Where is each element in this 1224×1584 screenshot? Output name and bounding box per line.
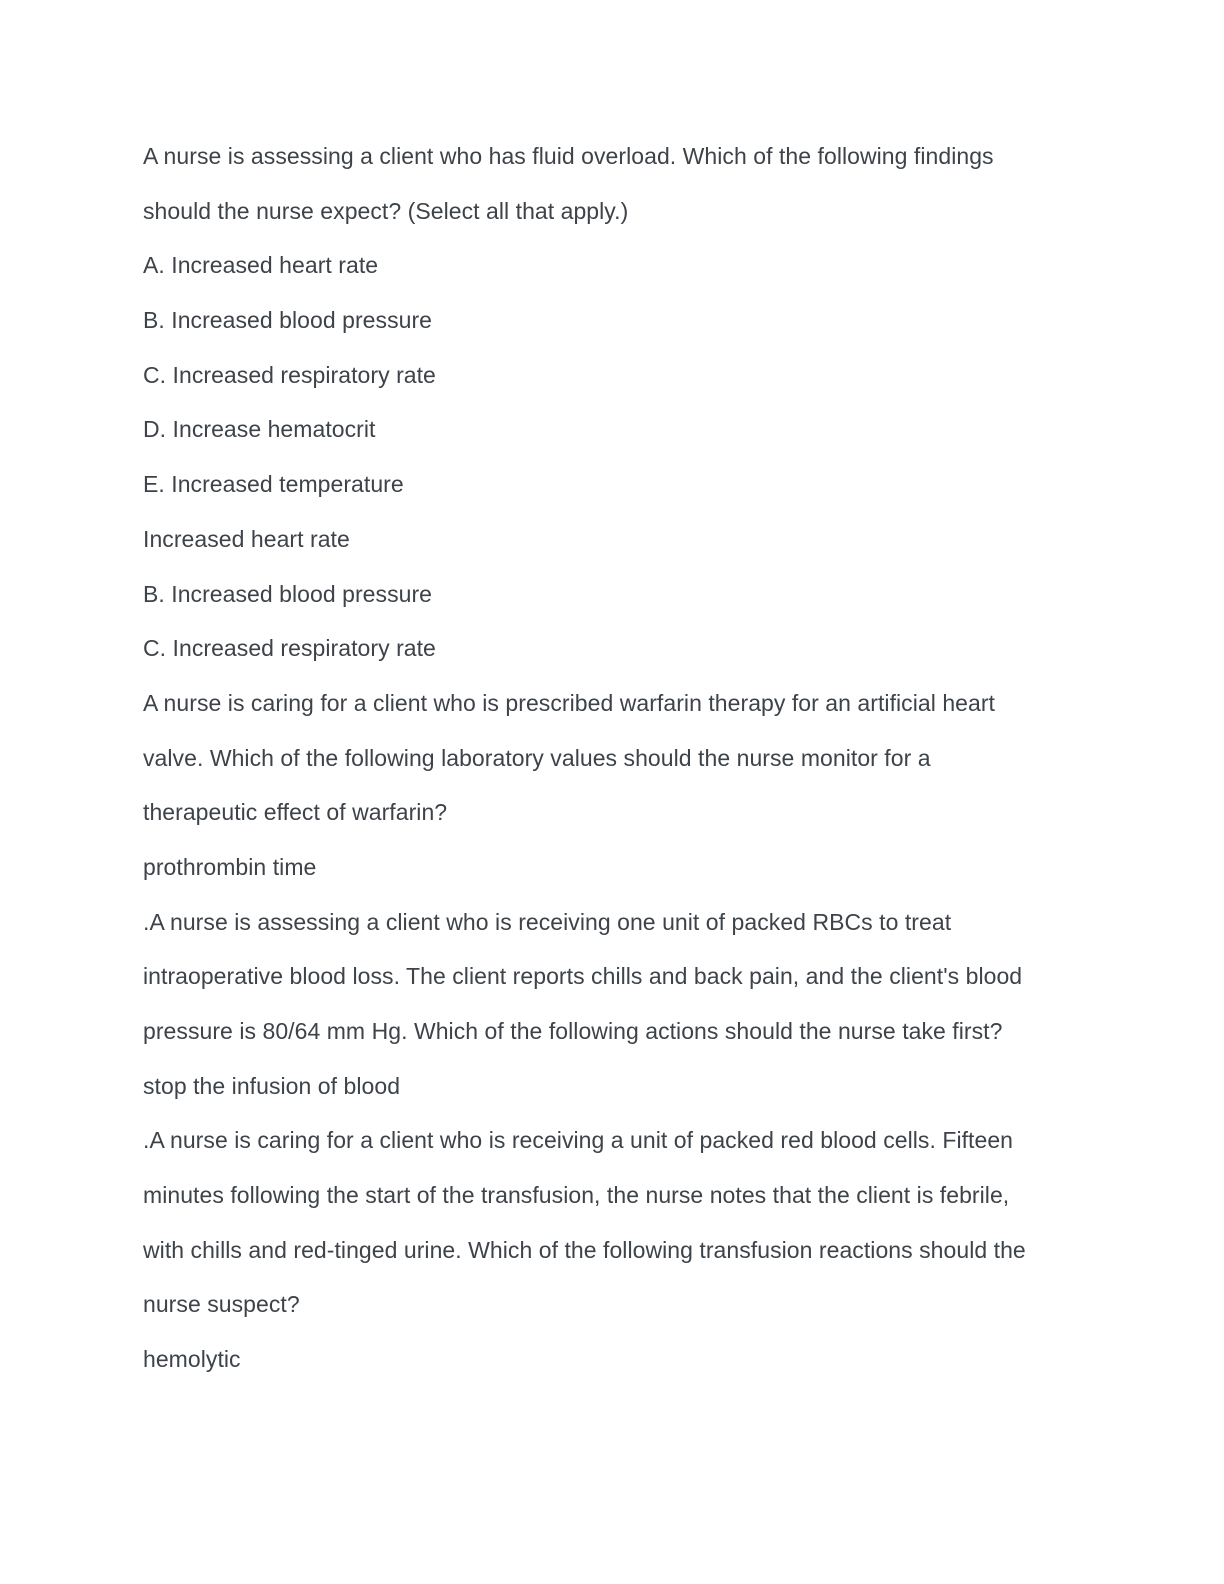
question-4-stem-line-1: .A nurse is caring for a client who is receiving a unit of packed red blood cells. Fifteen <box>143 1127 1014 1154</box>
question-3-answer: stop the infusion of blood <box>143 1072 401 1099</box>
question-1-answer-line-1: Increased heart rate <box>143 525 350 552</box>
question-4-stem-line-2: minutes following the start of the transfusion, the nurse notes that the client is febrile, <box>143 1182 1010 1209</box>
question-3-stem-line-1: .A nurse is assessing a client who is receiving one unit of packed RBCs to treat <box>143 908 952 935</box>
question-1-option-d: D. Increase hematocrit <box>143 416 376 443</box>
question-1-answer-line-2: B. Increased blood pressure <box>143 580 433 607</box>
document-body <box>143 129 1083 1387</box>
question-1-option-e: E. Increased temperature <box>143 471 404 498</box>
question-2-answer: prothrombin time <box>143 853 317 880</box>
question-3-stem-line-3: pressure is 80/64 mm Hg. Which of the following actions should the nurse take first? <box>143 1018 1003 1044</box>
question-2-stem-line-1: A nurse is caring for a client who is prescribed warfarin therapy for an artificial heart <box>143 689 996 716</box>
question-1-stem-line-1: A nurse is assessing a client who has fluid overload. Which of the following findings <box>143 143 994 169</box>
question-3-stem-line-2: intraoperative blood loss. The client reports chills and back pain, and the client's blood <box>143 963 1023 990</box>
question-1-stem-line-2: should the nurse expect? (Select all that apply.) <box>143 197 629 224</box>
question-4-answer: hemolytic <box>143 1346 241 1373</box>
question-2-stem-line-3: therapeutic effect of warfarin? <box>143 799 448 826</box>
question-1-option-a: A. Increased heart rate <box>143 252 379 279</box>
question-1-option-b: B. Increased blood pressure <box>143 307 433 334</box>
question-4-stem-line-4: nurse suspect? <box>143 1291 300 1318</box>
question-4-stem-line-3: with chills and red-tinged urine. Which of the following transfusion reactions should the <box>143 1236 1026 1263</box>
question-1-answer-line-3: C. Increased respiratory rate <box>143 635 436 662</box>
question-2-stem-line-2: valve. Which of the following laboratory values should the nurse monitor for a <box>143 744 931 771</box>
question-1-option-c: C. Increased respiratory rate <box>143 361 436 388</box>
